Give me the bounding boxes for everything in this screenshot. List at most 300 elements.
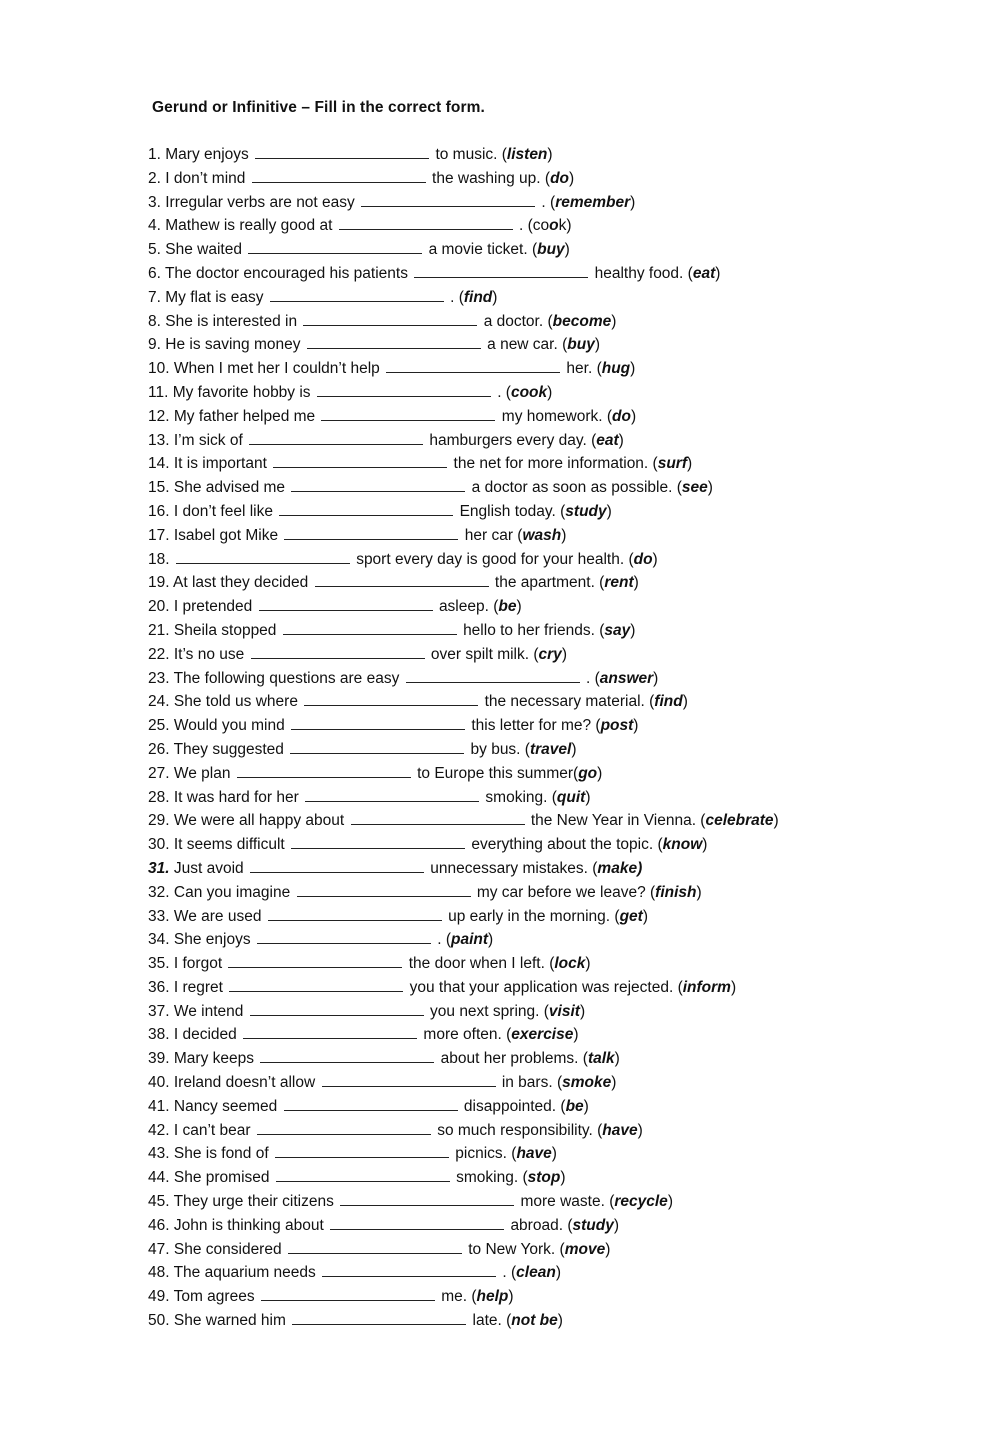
closing-paren: ) xyxy=(630,193,636,211)
base-verb-hint: have xyxy=(602,1121,638,1139)
item-number: 11. xyxy=(148,383,169,401)
exercise-item xyxy=(148,595,948,619)
item-number: 45. xyxy=(148,1193,170,1211)
sentence-end: the New Year in Vienna. ( xyxy=(530,812,706,830)
sentence-end: sport every day is good for your health. ( xyxy=(356,550,634,568)
answer-blank[interactable] xyxy=(257,1120,431,1135)
sentence-end: about her problems. ( xyxy=(440,1050,588,1068)
sentence-end: healthy food. ( xyxy=(594,264,693,282)
exercise-item xyxy=(148,1309,948,1333)
closing-paren: ) xyxy=(633,717,639,735)
sentence-start: It was hard for her xyxy=(173,788,299,806)
closing-paren: ) xyxy=(613,1216,619,1234)
sentence-start: I pretended xyxy=(173,598,253,616)
answer-blank[interactable] xyxy=(291,477,465,492)
item-number: 19. xyxy=(148,574,170,592)
exercise-item xyxy=(148,857,948,881)
base-verb-hint: cook xyxy=(510,383,548,401)
item-number: 16. xyxy=(148,502,170,520)
item-number: 36. xyxy=(148,978,170,996)
sentence-end: you that your application was rejected. ( xyxy=(409,978,683,996)
exercise-item xyxy=(148,976,948,1000)
item-number: 27. xyxy=(148,764,170,782)
item-number: 1. xyxy=(148,146,161,163)
item-number: 12. xyxy=(148,407,170,425)
answer-blank[interactable] xyxy=(288,1239,462,1254)
base-verb-hint: remember xyxy=(555,193,631,211)
answer-blank[interactable] xyxy=(322,1072,496,1087)
answer-blank[interactable] xyxy=(273,453,447,468)
base-verb-hint: recycle xyxy=(614,1193,668,1211)
sentence-start: Mathew is really good at xyxy=(165,217,333,235)
answer-blank[interactable] xyxy=(321,406,495,421)
item-number: 39. xyxy=(148,1050,170,1068)
base-verb-hint: celebrate xyxy=(705,812,774,830)
sentence-start: She enjoys xyxy=(173,931,251,949)
item-number: 8. xyxy=(148,312,161,330)
sentence-end: . ( xyxy=(437,931,451,949)
sentence-start: Just avoid xyxy=(173,859,244,877)
closing-paren: ) xyxy=(687,455,693,473)
sentence-end: asleep. ( xyxy=(438,598,499,616)
base-verb-hint: eat xyxy=(596,431,619,449)
closing-paren: ) xyxy=(508,1288,514,1306)
answer-blank[interactable] xyxy=(292,1310,466,1325)
sentence-start: We intend xyxy=(173,1002,244,1020)
answer-blank[interactable] xyxy=(305,787,479,802)
sentence-start: She waited xyxy=(165,241,242,259)
answer-blank[interactable] xyxy=(252,168,426,183)
sentence-start: She considered xyxy=(173,1240,282,1258)
closing-paren: ) xyxy=(571,740,577,758)
closing-paren: ) xyxy=(637,1121,643,1139)
sentence-end: her. ( xyxy=(566,360,602,378)
sentence-end: abroad. ( xyxy=(510,1216,573,1234)
answer-blank[interactable] xyxy=(386,358,560,373)
exercise-item xyxy=(148,476,948,500)
sentence-start: The doctor encouraged his patients xyxy=(164,264,408,282)
exercise-item xyxy=(148,548,948,572)
item-number: 28. xyxy=(148,788,170,806)
exercise-item xyxy=(148,738,948,762)
sentence-end: . ( xyxy=(450,288,464,306)
sentence-end: . ( xyxy=(502,1264,517,1282)
item-number: 50. xyxy=(148,1312,170,1330)
item-number: 34. xyxy=(148,931,170,949)
closing-paren: ) xyxy=(715,264,721,282)
answer-blank[interactable] xyxy=(351,810,525,825)
item-number: 13. xyxy=(148,431,170,449)
exercise-item xyxy=(148,714,948,738)
base-verb-hint: know xyxy=(662,836,703,854)
sentence-end: . ( xyxy=(585,669,600,687)
exercise-item xyxy=(148,667,948,691)
sentence-start: We were all happy about xyxy=(173,812,345,830)
closing-paren: ) xyxy=(702,836,708,854)
item-number: 26. xyxy=(148,740,170,758)
answer-blank[interactable] xyxy=(257,929,431,944)
closing-paren: ) xyxy=(561,526,567,544)
answer-blank[interactable] xyxy=(304,691,478,706)
item-number: 29. xyxy=(148,812,170,830)
base-verb-hint: cry xyxy=(538,645,562,663)
exercise-item xyxy=(148,1047,948,1071)
item-number: 21. xyxy=(148,621,170,639)
sentence-start: She is interested in xyxy=(165,312,298,330)
item-number: 32. xyxy=(148,883,170,901)
base-verb-hint: be xyxy=(498,598,517,616)
closing-paren: ) xyxy=(611,1074,617,1092)
closing-paren: ) xyxy=(555,1264,561,1282)
base-verb-hint: study xyxy=(565,502,607,520)
sentence-end: her car ( xyxy=(464,526,523,544)
sentence-end: the net for more information. ( xyxy=(453,455,658,473)
closing-paren: ) xyxy=(547,146,553,163)
item-number: 48. xyxy=(148,1264,170,1282)
sentence-start: Mary enjoys xyxy=(165,146,249,163)
exercise-item xyxy=(148,619,948,643)
base-verb-hint: not be xyxy=(511,1312,558,1330)
sentence-start: Tom agrees xyxy=(173,1288,255,1306)
closing-paren: ) xyxy=(653,669,659,687)
exercise-item xyxy=(148,452,948,476)
base-verb-hint: post xyxy=(600,717,634,735)
item-number: 4. xyxy=(148,217,161,235)
sentence-end: the necessary material. ( xyxy=(484,693,655,711)
sentence-start: John is thinking about xyxy=(173,1216,324,1234)
sentence-start: We are used xyxy=(173,907,262,925)
sentence-end: smoking. ( xyxy=(485,788,557,806)
sentence-start: Mary keeps xyxy=(173,1050,254,1068)
base-verb-hint: quit xyxy=(556,788,586,806)
answer-blank[interactable] xyxy=(259,596,433,611)
answer-blank[interactable] xyxy=(279,501,453,516)
answer-blank[interactable] xyxy=(249,430,423,445)
sentence-start: When I met her I couldn’t help xyxy=(173,360,380,378)
sentence-start: I’m sick of xyxy=(173,431,243,449)
exercise-item xyxy=(148,952,948,976)
base-verb-hint: visit xyxy=(548,1002,580,1020)
exercise-item xyxy=(148,1071,948,1095)
item-number: 22. xyxy=(148,645,170,663)
base-verb-hint: make) xyxy=(597,859,643,877)
sentence-start: Sheila stopped xyxy=(173,621,277,639)
sentence-start: She warned him xyxy=(173,1312,286,1330)
base-verb-hint: exercise xyxy=(511,1026,574,1044)
exercise-item xyxy=(148,381,948,405)
closing-paren: ) xyxy=(633,574,639,592)
item-number: 33. xyxy=(148,907,170,925)
sentence-start: She advised me xyxy=(173,479,286,497)
answer-blank[interactable] xyxy=(290,739,464,754)
base-verb-hint: be xyxy=(565,1097,584,1115)
answer-blank[interactable] xyxy=(322,1262,496,1277)
exercise-item xyxy=(148,690,948,714)
base-verb-hint: eat xyxy=(692,264,716,282)
base-verb-hint: do xyxy=(550,169,569,187)
answer-blank[interactable] xyxy=(243,1024,417,1039)
base-verb-hint: travel xyxy=(529,740,572,758)
item-number: 10. xyxy=(148,360,170,378)
closing-paren: ) xyxy=(630,360,636,378)
exercise-item xyxy=(148,333,948,357)
sentence-end: my car before we leave? ( xyxy=(476,883,656,901)
answer-blank[interactable] xyxy=(414,263,588,278)
sentence-start: Would you mind xyxy=(173,717,285,735)
base-verb-hint: clean xyxy=(516,1264,556,1282)
exercise-item xyxy=(148,762,948,786)
sentence-start: My father helped me xyxy=(173,407,316,425)
sentence-end: up early in the morning. ( xyxy=(448,907,620,925)
sentence-end: in bars. ( xyxy=(501,1074,563,1092)
exercise-item xyxy=(148,809,948,833)
base-verb-hint: study xyxy=(572,1216,614,1234)
base-verb-hint: help xyxy=(476,1288,509,1306)
sentence-end: this letter for me? ( xyxy=(471,717,601,735)
exercise-item xyxy=(148,191,948,215)
base-verb-hint: inform xyxy=(682,978,731,996)
answer-blank[interactable] xyxy=(255,144,429,159)
closing-paren: ) xyxy=(773,812,779,830)
exercise-item xyxy=(148,1095,948,1119)
base-verb-hint: buy xyxy=(537,241,565,259)
closing-paren: ) xyxy=(606,502,612,520)
exercise-item xyxy=(148,905,948,929)
closing-paren: ) xyxy=(605,1240,611,1258)
sentence-end: picnics. ( xyxy=(455,1145,517,1163)
sentence-start: Irregular verbs are not easy xyxy=(165,193,355,211)
closing-paren: k) xyxy=(558,217,572,235)
answer-blank[interactable] xyxy=(228,953,402,968)
closing-paren: ) xyxy=(642,907,648,925)
sentence-end: hamburgers every day. ( xyxy=(429,431,597,449)
answer-blank[interactable] xyxy=(250,1001,424,1016)
sentence-end: the washing up. ( xyxy=(432,169,551,187)
base-verb-hint: answer xyxy=(599,669,654,687)
closing-paren: ) xyxy=(594,336,600,354)
sentence-end: to Europe this summer( xyxy=(417,764,579,782)
sentence-start: Can you imagine xyxy=(173,883,291,901)
sentence-start: I decided xyxy=(173,1026,237,1044)
item-number: 25. xyxy=(148,717,170,735)
sentence-end: a doctor as soon as possible. ( xyxy=(471,479,682,497)
base-verb-hint: talk xyxy=(587,1050,615,1068)
base-verb-hint: surf xyxy=(657,455,687,473)
sentence-end: English today. ( xyxy=(459,502,566,520)
sentence-end: you next spring. ( xyxy=(430,1002,549,1020)
answer-blank[interactable] xyxy=(248,239,422,254)
closing-paren: ) xyxy=(611,312,617,330)
base-verb-hint: become xyxy=(552,312,612,330)
base-verb-hint: get xyxy=(619,907,643,925)
closing-paren: ) xyxy=(585,955,591,973)
sentence-end: over spilt milk. ( xyxy=(430,645,539,663)
sentence-end: a movie ticket. ( xyxy=(428,241,538,259)
item-number: 40. xyxy=(148,1074,170,1092)
exercise-item xyxy=(148,238,948,262)
base-verb-hint: wash xyxy=(522,526,562,544)
item-number: 2. xyxy=(148,169,161,187)
base-verb-hint: do xyxy=(612,407,631,425)
sentence-end: . ( xyxy=(497,383,511,401)
exercise-item xyxy=(148,1285,948,1309)
answer-blank[interactable] xyxy=(361,192,535,207)
sentence-start: It seems difficult xyxy=(173,836,285,854)
sentence-end: by bus. ( xyxy=(470,740,530,758)
sentence-end: the apartment. ( xyxy=(494,574,605,592)
closing-paren: ) xyxy=(583,1097,589,1115)
closing-paren: ) xyxy=(579,1002,586,1020)
sentence-end: disappointed. ( xyxy=(463,1097,566,1115)
sentence-end: . (co xyxy=(519,217,550,235)
exercise-item xyxy=(148,167,948,191)
answer-blank[interactable] xyxy=(275,1143,449,1158)
item-number: 35. xyxy=(148,955,170,973)
item-number: 37. xyxy=(148,1002,170,1020)
closing-paren: ) xyxy=(551,1145,557,1163)
exercise-item xyxy=(148,1238,948,1262)
sentence-end: hello to her friends. ( xyxy=(463,621,605,639)
answer-blank[interactable] xyxy=(339,215,513,230)
answer-blank[interactable] xyxy=(237,763,411,778)
answer-blank[interactable] xyxy=(276,1167,450,1182)
exercise-item xyxy=(148,1166,948,1190)
base-verb-hint: listen xyxy=(506,146,548,163)
item-number: 5. xyxy=(148,241,161,259)
answer-blank[interactable] xyxy=(229,977,403,992)
base-verb-hint: see xyxy=(681,479,708,497)
item-number: 20. xyxy=(148,598,170,616)
answer-blank[interactable] xyxy=(251,644,425,659)
sentence-start: At last they decided xyxy=(173,574,309,592)
sentence-start: They suggested xyxy=(173,740,284,758)
sentence-start: I forgot xyxy=(173,955,223,973)
sentence-start: She is fond of xyxy=(173,1145,269,1163)
closing-paren: ) xyxy=(516,598,522,616)
sentence-start: Nancy seemed xyxy=(173,1097,278,1115)
answer-blank[interactable] xyxy=(291,834,465,849)
sentence-start: She promised xyxy=(173,1169,270,1187)
exercise-list xyxy=(148,143,948,1333)
answer-blank[interactable] xyxy=(307,334,481,349)
exercise-item xyxy=(148,500,948,524)
answer-blank[interactable] xyxy=(260,1048,434,1063)
closing-paren: ) xyxy=(560,1169,566,1187)
sentence-end: so much responsibility. ( xyxy=(437,1121,603,1139)
sentence-end: my homework. ( xyxy=(501,407,613,425)
answer-blank[interactable] xyxy=(303,311,477,326)
answer-blank[interactable] xyxy=(176,549,350,564)
item-number: 49. xyxy=(148,1288,170,1306)
sentence-end: a new car. ( xyxy=(487,336,568,354)
exercise-item xyxy=(148,214,948,238)
base-verb-hint: paint xyxy=(450,931,489,949)
item-number: 9. xyxy=(148,336,161,354)
exercise-item xyxy=(148,928,948,952)
sentence-start: Isabel got Mike xyxy=(173,526,279,544)
sentence-start: It is important xyxy=(173,455,267,473)
base-verb-hint: find xyxy=(654,693,683,711)
answer-blank[interactable] xyxy=(291,715,465,730)
closing-paren: ) xyxy=(564,241,570,259)
answer-blank[interactable] xyxy=(284,1096,458,1111)
sentence-end: a doctor. ( xyxy=(483,312,553,330)
exercise-item xyxy=(148,262,948,286)
answer-blank[interactable] xyxy=(406,668,580,683)
closing-paren: ) xyxy=(618,431,624,449)
closing-paren: ) xyxy=(561,645,567,663)
base-verb-hint: say xyxy=(604,621,631,639)
closing-paren: ) xyxy=(492,288,498,306)
exercise-item xyxy=(148,524,948,548)
exercise-item xyxy=(148,1119,948,1143)
item-number: 46. xyxy=(148,1216,170,1234)
answer-blank[interactable] xyxy=(330,1215,504,1230)
sentence-start: I don’t mind xyxy=(165,169,246,187)
base-verb-hint: go xyxy=(578,764,598,782)
exercise-item xyxy=(148,286,948,310)
exercise-item xyxy=(148,1142,948,1166)
answer-blank[interactable] xyxy=(268,906,442,921)
exercise-item xyxy=(148,1023,948,1047)
sentence-end: late. ( xyxy=(472,1312,512,1330)
answer-blank[interactable] xyxy=(297,882,471,897)
closing-paren: ) xyxy=(547,383,553,401)
answer-blank[interactable] xyxy=(283,620,457,635)
answer-blank[interactable] xyxy=(315,572,489,587)
sentence-start: I regret xyxy=(173,978,223,996)
item-number: 18. xyxy=(148,550,170,568)
sentence-end: more waste. ( xyxy=(520,1193,615,1211)
sentence-start: I can’t bear xyxy=(173,1121,251,1139)
sentence-start: The following questions are easy xyxy=(173,669,400,687)
sentence-start: I don’t feel like xyxy=(173,502,273,520)
sentence-start: It’s no use xyxy=(173,645,245,663)
exercise-item xyxy=(148,643,948,667)
item-number: 31. xyxy=(148,859,170,877)
item-number: 44. xyxy=(148,1169,170,1187)
closing-paren: ) xyxy=(573,1026,579,1044)
base-verb-hint: rent xyxy=(604,574,634,592)
answer-blank[interactable] xyxy=(317,382,491,397)
item-number: 3. xyxy=(148,193,161,211)
exercise-item xyxy=(148,786,948,810)
item-number: 23. xyxy=(148,669,170,687)
item-number: 17. xyxy=(148,526,170,544)
answer-blank[interactable] xyxy=(261,1286,435,1301)
item-number: 47. xyxy=(148,1240,170,1258)
answer-blank[interactable] xyxy=(340,1191,514,1206)
sentence-end: more often. ( xyxy=(423,1026,512,1044)
sentence-end: the door when I left. ( xyxy=(408,955,555,973)
sentence-end: me. ( xyxy=(441,1288,477,1306)
closing-paren: ) xyxy=(682,693,688,711)
answer-blank[interactable] xyxy=(270,287,444,302)
closing-paren: ) xyxy=(630,407,637,425)
item-number: 38. xyxy=(148,1026,170,1044)
item-number: 14. xyxy=(148,455,170,473)
answer-blank[interactable] xyxy=(250,858,424,873)
closing-paren: ) xyxy=(557,1312,563,1330)
sentence-start: My flat is easy xyxy=(165,288,264,306)
base-verb-hint: have xyxy=(516,1145,552,1163)
item-number: 42. xyxy=(148,1121,170,1139)
sentence-start: We plan xyxy=(173,764,231,782)
answer-blank[interactable] xyxy=(284,525,458,540)
closing-paren: ) xyxy=(488,931,494,949)
exercise-item xyxy=(148,357,948,381)
exercise-item xyxy=(148,405,948,429)
